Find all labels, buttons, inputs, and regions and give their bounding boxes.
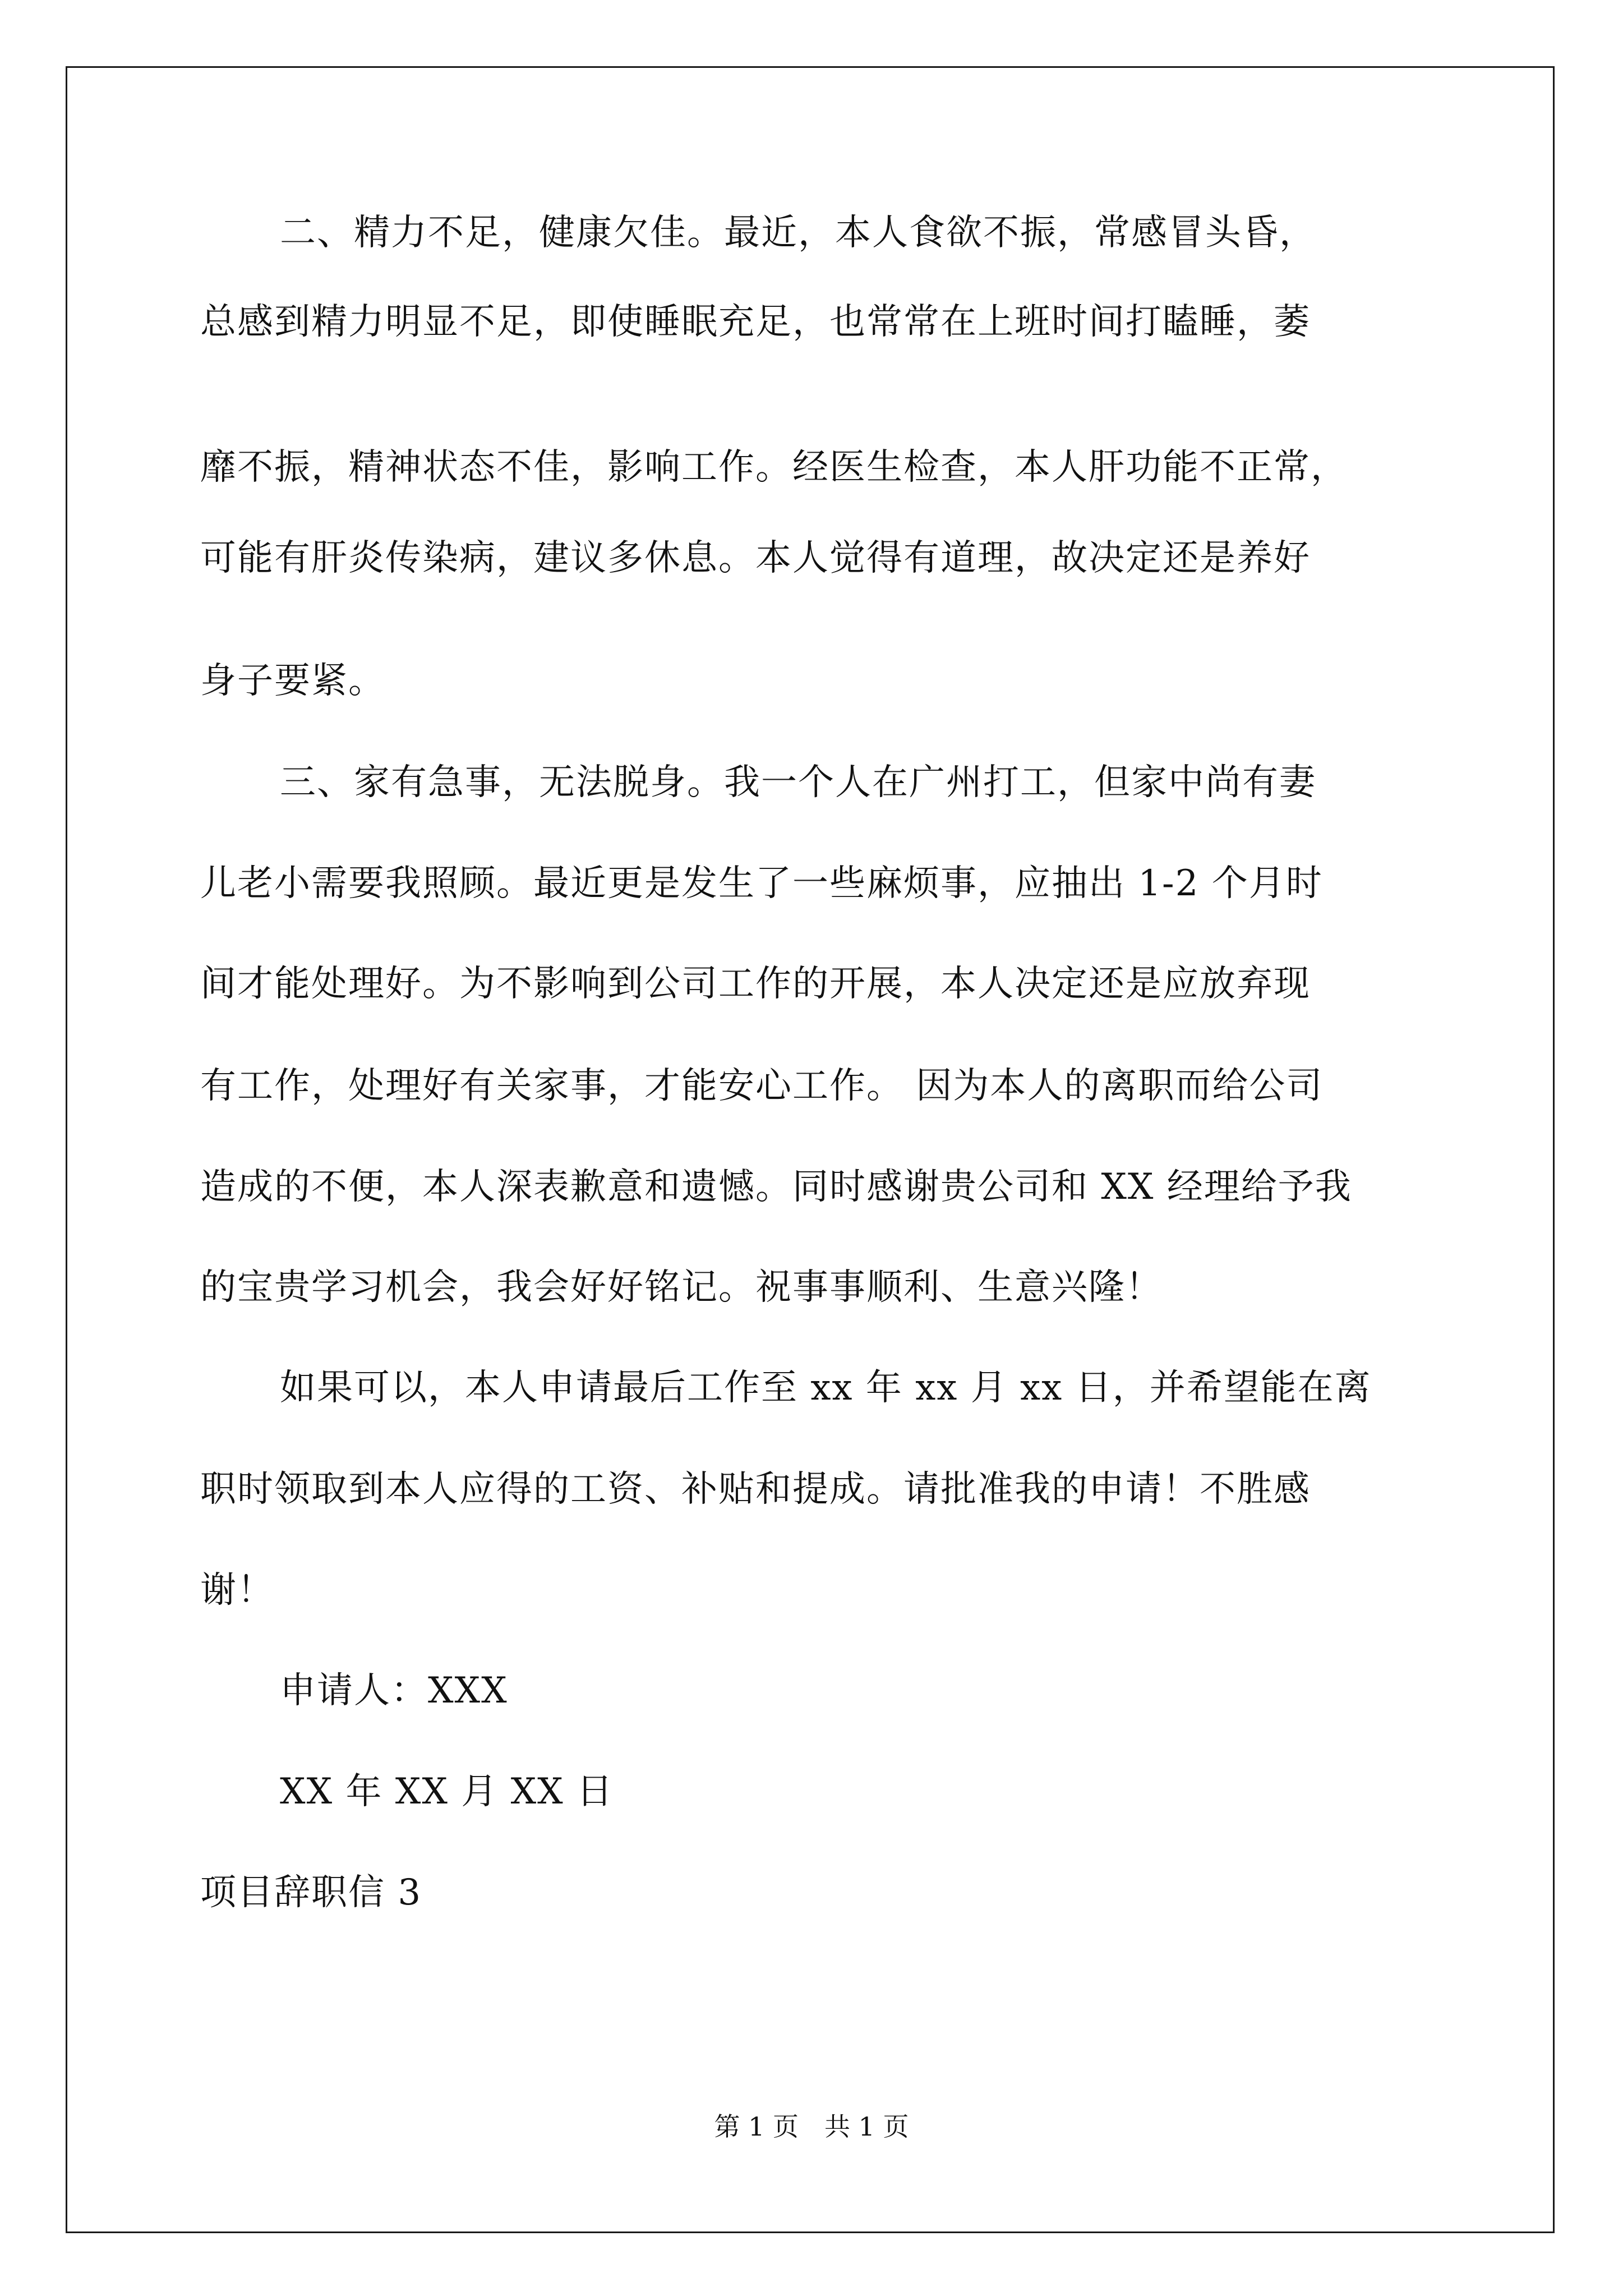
paragraph-line: 间才能处理好。为不影响到公司工作的开展，本人决定还是应放弃现: [200, 963, 1311, 1005]
paragraph-line: 总感到精力明显不足，即使睡眠充足，也常常在上班时间打瞌睡，萎: [200, 301, 1311, 343]
paragraph-line: 可能有肝炎传染病，建议多休息。本人觉得有道理，故决定还是养好: [200, 537, 1311, 579]
paragraph-line: 有工作，处理好有关家事，才能安心工作。 因为本人的离职而给公司: [200, 1065, 1324, 1107]
paragraph-line: 如果可以，本人申请最后工作至 xx 年 xx 月 xx 日，并希望能在离: [280, 1367, 1372, 1409]
applicant-line: 申请人：XXX: [280, 1670, 508, 1711]
section-heading: 项目辞职信 3: [200, 1872, 422, 1913]
page-footer: 第 1 页 共 1 页: [714, 2111, 909, 2142]
date-line: XX 年 XX 月 XX 日: [280, 1771, 614, 1812]
paragraph-line: 儿老小需要我照顾。最近更是发生了一些麻烦事，应抽出 1-2 个月时: [200, 863, 1323, 904]
paragraph-line: 三、家有急事，无法脱身。我一个人在广州打工，但家中尚有妻: [280, 762, 1316, 803]
paragraph-line: 二、精力不足，健康欠佳。最近，本人食欲不振，常感冒头昏，: [280, 212, 1316, 254]
paragraph-line: 职时领取到本人应得的工资、补贴和提成。请批准我的申请！不胜感: [200, 1469, 1311, 1510]
paragraph-line: 谢！: [200, 1570, 274, 1611]
paragraph-line: 造成的不便，本人深表歉意和遗憾。同时感谢贵公司和 XX 经理给予我: [200, 1166, 1352, 1208]
paragraph-line: 的宝贵学习机会，我会好好铭记。祝事事顺利、生意兴隆！: [200, 1267, 1163, 1308]
paragraph-line: 身子要紧。: [200, 660, 385, 702]
paragraph-line: 靡不振，精神状态不佳，影响工作。经医生检查，本人肝功能不正常，: [200, 447, 1348, 488]
